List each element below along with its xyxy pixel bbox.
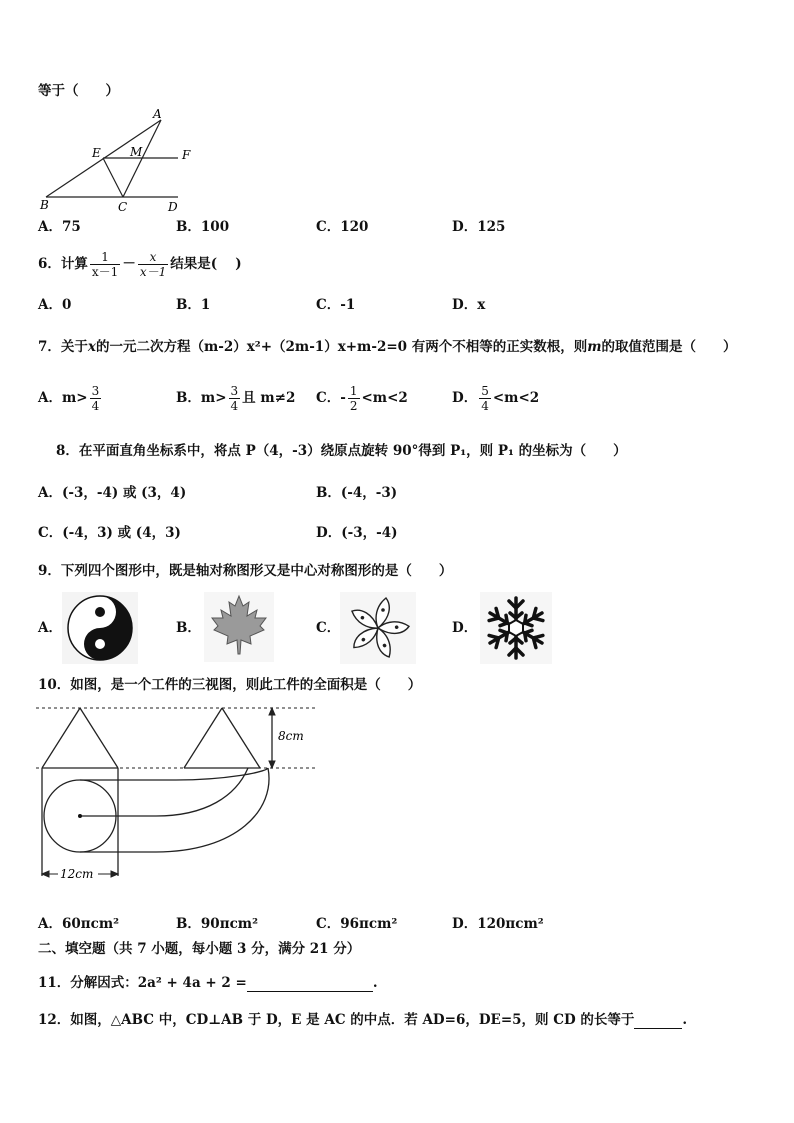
q10-three-view-figure — [36, 700, 326, 900]
q11-stem: 11．分解因式：2a² + 4a + 2 = . — [38, 975, 378, 991]
label-C: C — [118, 200, 128, 214]
bauhinia-flower-icon — [340, 592, 416, 664]
q6-option-a: A．0 — [38, 297, 72, 313]
q9-option-c-label: C． — [316, 620, 341, 636]
q7-option-c: C．- $\frac{1}{2}$ <m<2 — [316, 384, 408, 413]
q6-stem: 6．计算 $\frac{1}{x-1}$ － $\frac{x}{x-1}$ 结果是( ) — [38, 250, 242, 279]
q8-option-d: D．(-3，-4) — [316, 525, 398, 541]
q5-option-d: D．125 — [452, 219, 506, 235]
q8-stem: 8．在平面直角坐标系中，将点 P（4，-3）绕原点旋转 90°得到 P₁，则 P₁ 的坐标为（ ） — [56, 443, 627, 459]
q10-dim-width: 12cm — [60, 867, 94, 881]
q6-option-b: B．1 — [176, 297, 211, 313]
label-D: D — [168, 200, 178, 214]
q6-option-d: D．x — [452, 297, 486, 313]
snowflake-icon — [480, 592, 552, 664]
q5-stem-tail: 等于（ ） — [38, 83, 119, 99]
label-F: F — [182, 148, 191, 162]
q9-option-d-label: D． — [452, 620, 478, 636]
label-M: M — [130, 145, 143, 159]
label-B: B — [40, 198, 49, 212]
maple-leaf-icon — [204, 592, 274, 662]
q6-option-c: C．-1 — [316, 297, 356, 313]
q12-answer-blank — [634, 1010, 682, 1029]
q5-option-a: A．75 — [38, 219, 81, 235]
q9-stem: 9．下列四个图形中，既是轴对称图形又是中心对称图形的是（ ） — [38, 563, 453, 579]
q7-option-d: D． $\frac{5}{4}$ <m<2 — [452, 384, 540, 413]
section-2-heading: 二、填空题（共 7 小题，每小题 3 分，满分 21 分） — [38, 941, 361, 957]
q11-answer-blank — [247, 973, 373, 992]
q10-stem: 10．如图，是一个工件的三视图，则此工件的全面积是（ ） — [38, 677, 422, 693]
q10-option-c: C．96πcm² — [316, 916, 398, 932]
q8-option-a: A．(-3，-4) 或 (3，4) — [38, 485, 187, 501]
q5-option-b: B．100 — [176, 219, 230, 235]
q7-option-b: B．m> $\frac{3}{4}$ 且 m≠2 — [176, 384, 296, 413]
q5-geometry-figure — [38, 105, 218, 215]
q10-dim-height: 8cm — [278, 729, 304, 743]
label-E: E — [92, 146, 101, 160]
q9-option-b-label: B． — [176, 620, 201, 636]
q10-option-d: D．120πcm² — [452, 916, 544, 932]
q5-option-c: C．120 — [316, 219, 369, 235]
q7-stem: 7．关于x的一元二次方程（m-2）x²+（2m-1）x+m-2=0 有两个不相等的正实数根，则m的取值范围是（ ） — [38, 339, 737, 355]
q6-fraction-2: $\frac{x}{x-1}$ — [139, 250, 167, 279]
yin-yang-icon — [62, 592, 138, 664]
q9-option-a-label: A． — [38, 620, 62, 636]
q12-stem: 12．如图，△ABC 中，CD⊥AB 于 D，E 是 AC 的中点．若 AD=6，DE=5，则 CD 的长等于 . — [38, 1012, 688, 1028]
q8-option-b: B．(-4，-3) — [316, 485, 398, 501]
q7-option-a: A．m> $\frac{3}{4}$ — [38, 384, 100, 413]
q6-fraction-1: $\frac{1}{x-1}$ — [91, 250, 119, 279]
q8-option-c: C．(-4，3) 或 (4，3) — [38, 525, 181, 541]
label-A: A — [153, 107, 162, 121]
q10-option-b: B．90πcm² — [176, 916, 258, 932]
q10-option-a: A．60πcm² — [38, 916, 120, 932]
